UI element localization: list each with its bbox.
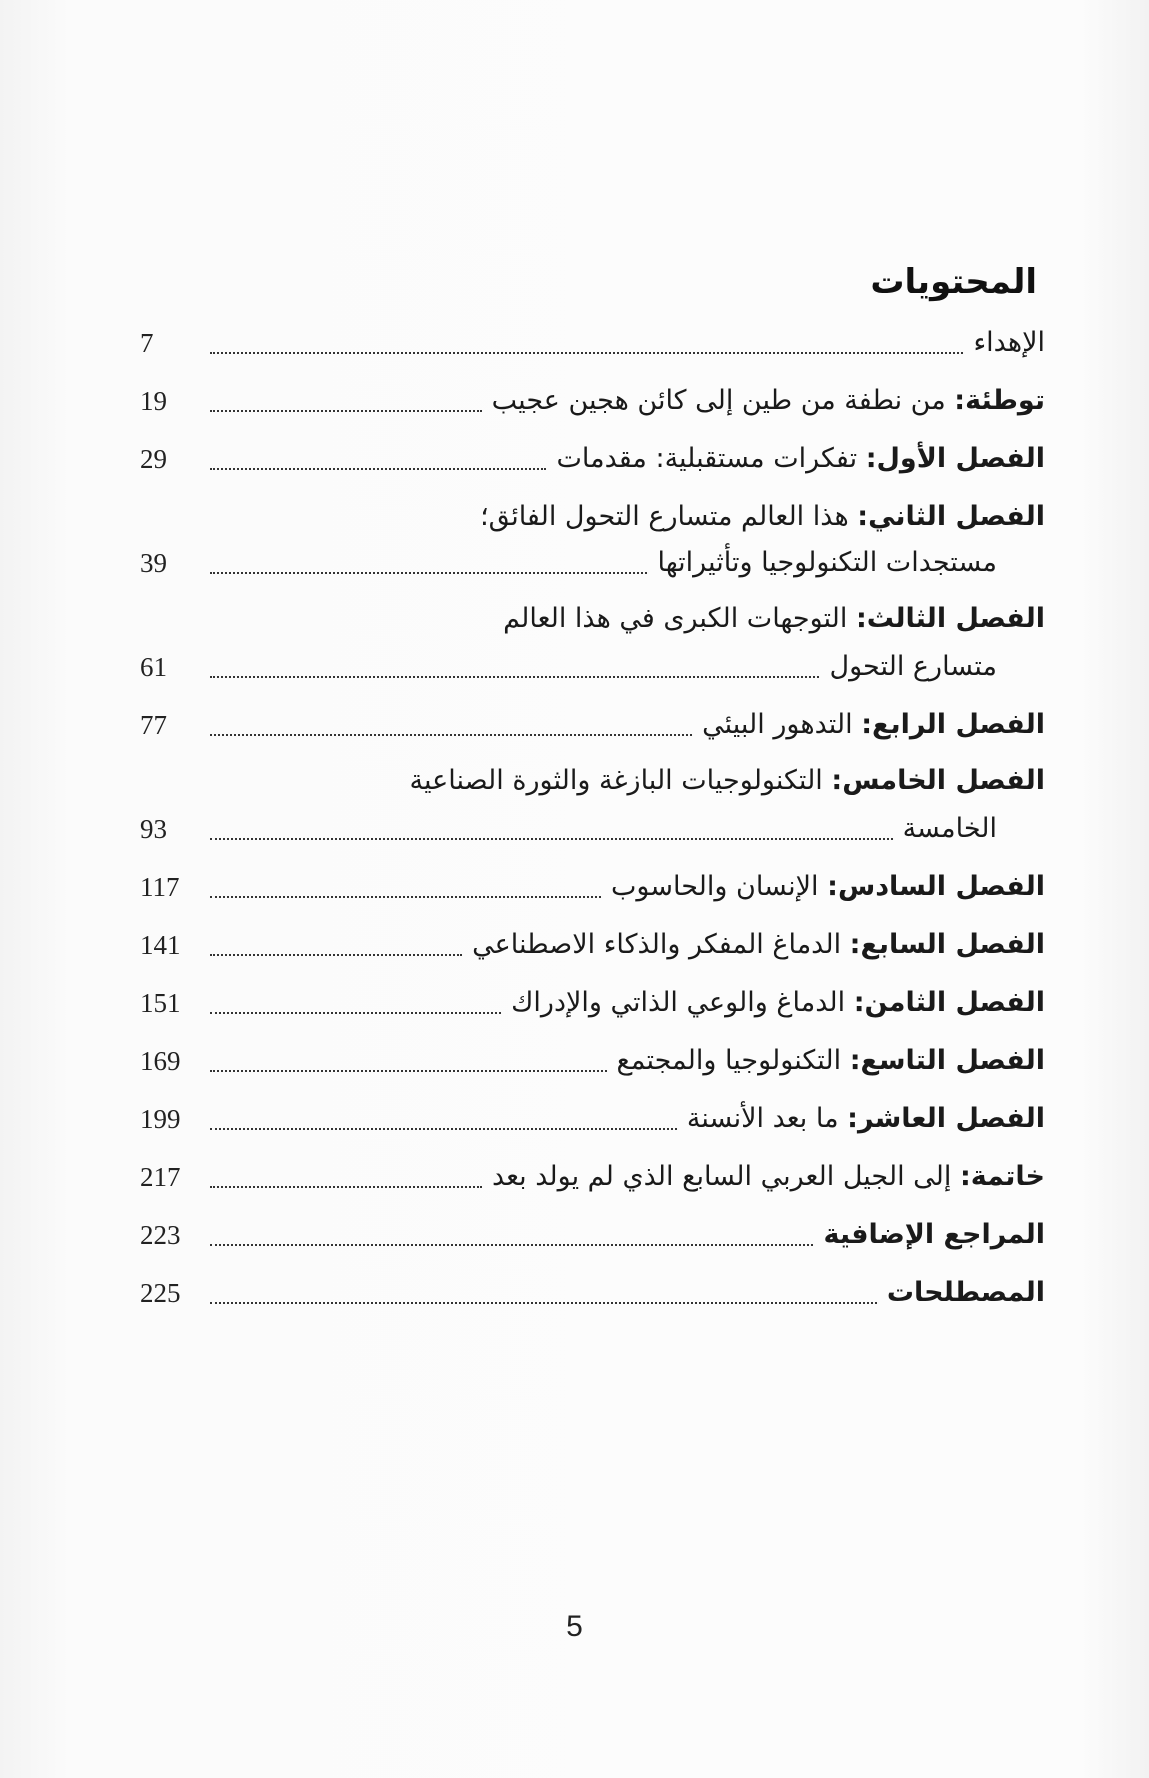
toc-entry-text: التكنولوجيات البازغة والثورة الصناعية [409, 765, 832, 796]
page-folio-number: 5 [566, 1610, 583, 1643]
dot-leader [210, 410, 482, 412]
toc-entry-text: من نطفة من طين إلى كائن هجين عجيب [491, 385, 955, 416]
toc-entry-label: توطئة: [954, 385, 1045, 416]
toc-entry-label: الفصل السادس: [827, 871, 1045, 902]
toc-page-number: 225 [140, 1278, 181, 1308]
dot-leader [210, 572, 647, 574]
toc-entry-text: تفكرات مستقبلية: مقدمات [556, 443, 866, 474]
dot-leader [210, 1012, 501, 1014]
toc-entry-chapter-5 [140, 804, 1045, 854]
toc-entry-continuation: مستجدات التكنولوجيا وتأثيراتها [657, 547, 997, 578]
toc-page-number: 93 [140, 814, 167, 844]
toc-entry-text: ما بعد الأنسنة [686, 1103, 848, 1134]
toc-entry-title [601, 862, 1045, 912]
toc-page-number: 19 [140, 386, 167, 416]
toc-entry-preface [140, 376, 1045, 426]
toc-entry-chapter-6 [140, 862, 1045, 912]
toc-entry-text: إلى الجيل العربي السابع الذي لم يولد بعد [491, 1161, 960, 1192]
toc-page-number: 217 [140, 1162, 181, 1192]
toc-entry-title [501, 978, 1045, 1028]
toc-page-number: 39 [140, 548, 167, 578]
toc-page-number: 141 [140, 930, 181, 960]
toc-entry-text: هذا العالم متسارع التحول الفائق؛ [480, 501, 858, 532]
dot-leader [210, 896, 601, 898]
toc-entry-title [546, 434, 1045, 484]
toc-entry-label: المصطلحات [886, 1277, 1045, 1308]
toc-title: المحتويات [870, 262, 1037, 302]
toc-entry-text: الدماغ والوعي الذاتي والإدراك [511, 987, 854, 1018]
toc-page-number: 7 [140, 328, 154, 358]
toc-entry-title [482, 1152, 1045, 1202]
toc-entry-text: التوجهات الكبرى في هذا العالم [503, 603, 856, 634]
toc-entry-text: التكنولوجيا والمجتمع [616, 1045, 850, 1076]
dot-leader [210, 954, 462, 956]
toc-page-number: 199 [140, 1104, 181, 1134]
toc-page-number: 117 [140, 872, 180, 902]
dot-leader [210, 1128, 677, 1130]
toc-page-number: 151 [140, 988, 181, 1018]
toc-entry-title [692, 700, 1045, 750]
toc-entry-chapter-5-first-line [409, 756, 1045, 806]
dot-leader [210, 1070, 607, 1072]
toc-entry-label: خاتمة: [959, 1161, 1045, 1192]
toc-entry-label: الفصل السابع: [849, 929, 1045, 960]
toc-entry-label: الفصل الخامس: [831, 765, 1045, 796]
toc-entry-label: الفصل الثاني: [857, 501, 1045, 532]
toc-entry-label: الفصل التاسع: [849, 1045, 1045, 1076]
toc-entry-label: الفصل الرابع: [861, 709, 1045, 740]
dot-leader [210, 1302, 877, 1304]
toc-entry-references [140, 1210, 1045, 1260]
toc-entry-chapter-7 [140, 920, 1045, 970]
toc-entry-text: الإهداء [973, 327, 1045, 358]
toc-page-number: 29 [140, 444, 167, 474]
toc-entry-text: الدماغ المفكر والذكاء الاصطناعي [472, 929, 850, 960]
toc-entry-chapter-2-first-line [480, 492, 1045, 542]
toc-entry-text: الإنسان والحاسوب [611, 871, 828, 902]
toc-page-number: 77 [140, 710, 167, 740]
toc-entry-title [877, 1268, 1045, 1318]
toc-entry-label: الفصل الأول: [865, 443, 1045, 474]
toc-entry-title [677, 1094, 1045, 1144]
dot-leader [210, 676, 819, 678]
toc-entry-dedication [140, 318, 1045, 368]
toc-entry-glossary [140, 1268, 1045, 1318]
dot-leader [210, 468, 546, 470]
toc-entry-continuation: متسارع التحول [829, 651, 997, 682]
toc-page-number: 61 [140, 652, 167, 682]
toc-entry-chapter-4 [140, 700, 1045, 750]
toc-entry-chapter-1 [140, 434, 1045, 484]
dot-leader [210, 1244, 813, 1246]
toc-entry-title [813, 1210, 1045, 1260]
toc-entry-text: التدهور البيئي [702, 709, 862, 740]
toc-entry-chapter-10 [140, 1094, 1045, 1144]
toc-entry-label: المراجع الإضافية [823, 1219, 1045, 1250]
toc-entry-title [963, 318, 1045, 368]
dot-leader [210, 838, 893, 840]
toc-entry-title [482, 376, 1045, 426]
toc-entry-chapter-3-first-line [503, 594, 1045, 644]
toc-entry-chapter-3 [140, 642, 1045, 692]
toc-entry-title [462, 920, 1045, 970]
toc-entry-title [607, 1036, 1046, 1086]
toc-page-number: 223 [140, 1220, 181, 1250]
toc-entry-chapter-9 [140, 1036, 1045, 1086]
dot-leader [210, 734, 692, 736]
toc-entry-label: الفصل الثامن: [853, 987, 1045, 1018]
toc-entry-chapter-8 [140, 978, 1045, 1028]
toc-entry-label: الفصل الثالث: [856, 603, 1045, 634]
toc-entry-continuation: الخامسة [902, 813, 997, 844]
toc-entry-chapter-2 [140, 538, 1045, 588]
toc-entry-label: الفصل العاشر: [847, 1103, 1045, 1134]
toc-entry-conclusion [140, 1152, 1045, 1202]
toc-page-number: 169 [140, 1046, 181, 1076]
dot-leader [210, 352, 963, 354]
dot-leader [210, 1186, 482, 1188]
